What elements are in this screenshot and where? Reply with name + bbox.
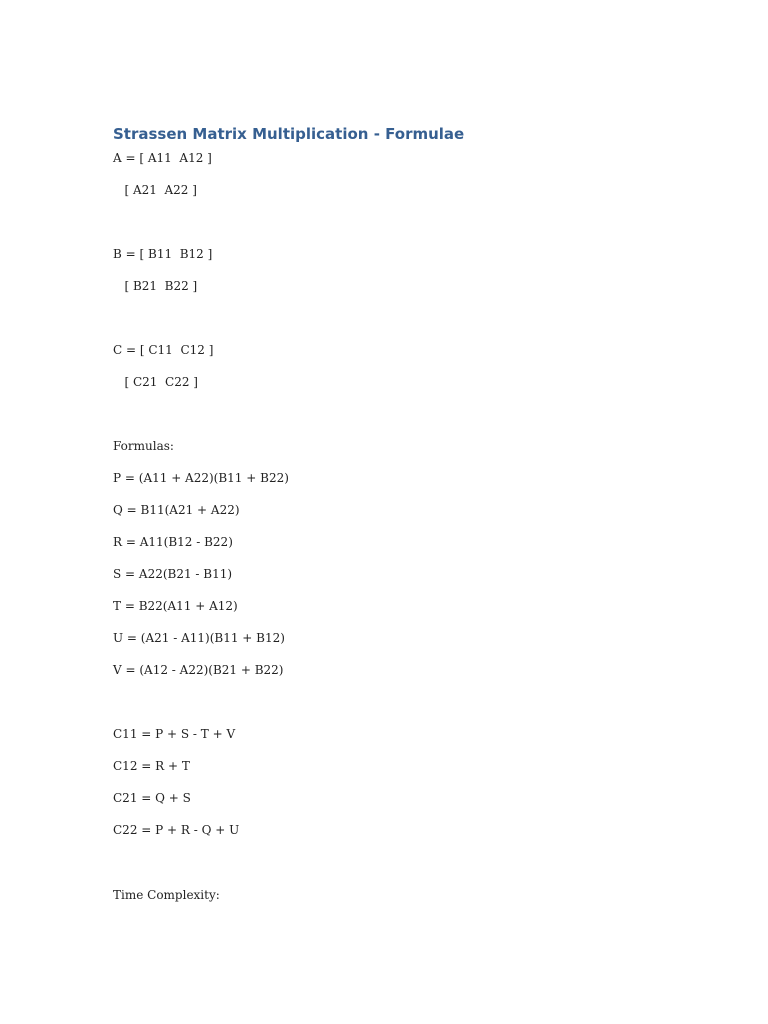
formula-q: Q = B11(A21 + A22) — [113, 503, 240, 517]
matrix-c-row-2: [ C21 C22 ] — [113, 375, 198, 389]
matrix-b-row-1: B = [ B11 B12 ] — [113, 247, 213, 261]
time-complexity-heading: Time Complexity: — [113, 888, 220, 902]
result-c12: C12 = R + T — [113, 759, 190, 773]
formula-v: V = (A12 - A22)(B21 + B22) — [113, 663, 284, 677]
formulas-heading: Formulas: — [113, 439, 174, 453]
formula-t: T = B22(A11 + A12) — [113, 599, 238, 613]
matrix-b-row-2: [ B21 B22 ] — [113, 279, 198, 293]
matrix-c-row-1: C = [ C11 C12 ] — [113, 343, 214, 357]
result-c22: C22 = P + R - Q + U — [113, 823, 240, 837]
formula-s: S = A22(B21 - B11) — [113, 567, 233, 581]
document-title: Strassen Matrix Multiplication - Formulae — [113, 125, 465, 143]
matrix-a-row-2: [ A21 A22 ] — [113, 183, 197, 197]
result-c21: C21 = Q + S — [113, 791, 191, 805]
result-c11: C11 = P + S - T + V — [113, 727, 236, 741]
formula-p: P = (A11 + A22)(B11 + B22) — [113, 471, 289, 485]
formula-r: R = A11(B12 - B22) — [113, 535, 233, 549]
matrix-a-row-1: A = [ A11 A12 ] — [113, 151, 212, 165]
formula-u: U = (A21 - A11)(B11 + B12) — [113, 631, 285, 645]
